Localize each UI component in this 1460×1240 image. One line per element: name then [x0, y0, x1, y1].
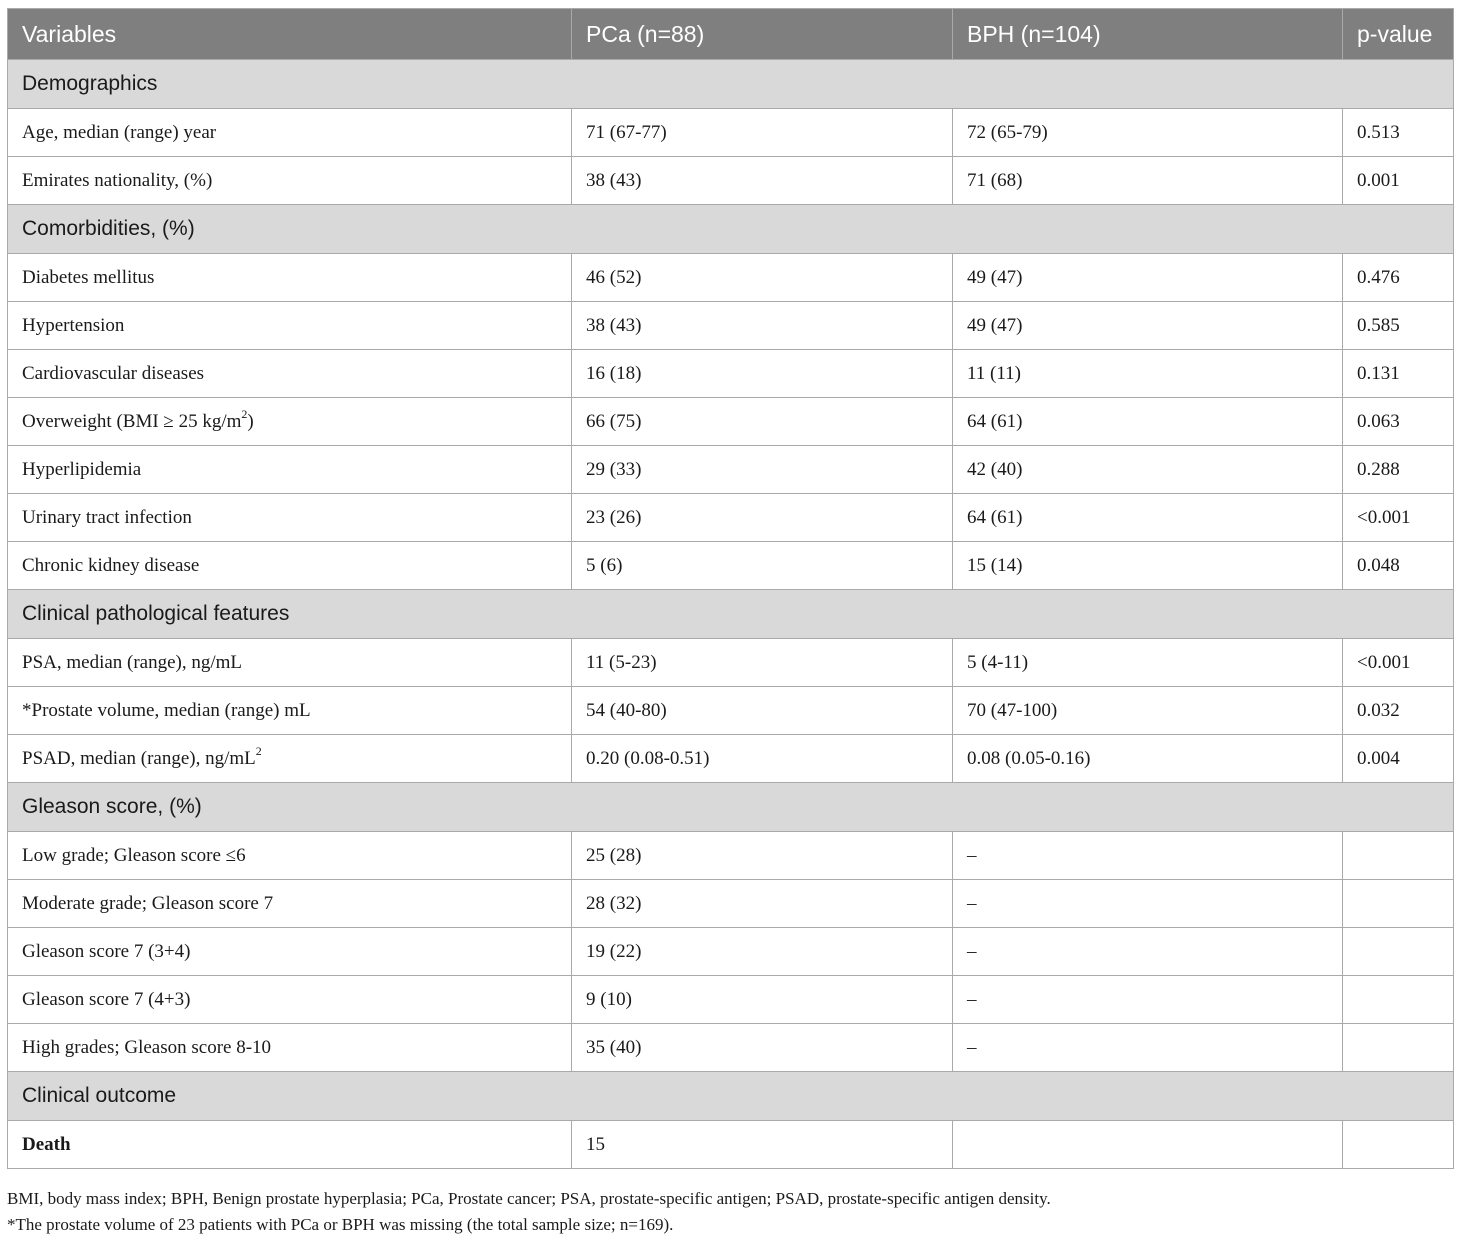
cell-bph: 5 (4-11) — [953, 639, 1343, 687]
header-p-value: p-value — [1343, 9, 1454, 60]
cell-p-value — [1343, 1121, 1454, 1169]
cell-variable — [8, 735, 572, 783]
superscript: 2 — [255, 744, 262, 759]
variable-suffix: ) — [247, 410, 254, 432]
table-row — [8, 350, 1454, 398]
table-row — [8, 687, 1454, 735]
cell-variable — [8, 302, 572, 350]
variable-label: Gleason score 7 (3+4) — [22, 940, 191, 962]
cell-variable — [8, 157, 572, 205]
cell-pca: 19 (22) — [572, 928, 953, 976]
cell-p-value: 0.063 — [1343, 398, 1454, 446]
cell-bph: 72 (65-79) — [953, 109, 1343, 157]
cell-bph: 70 (47-100) — [953, 687, 1343, 735]
variable-label: Low grade; Gleason score ≤6 — [22, 844, 246, 866]
header-row — [8, 9, 1454, 60]
cell-bph: 15 (14) — [953, 542, 1343, 590]
table-footnotes — [7, 1186, 1453, 1238]
cell-p-value — [1343, 832, 1454, 880]
cell-pca: 54 (40-80) — [572, 687, 953, 735]
cell-p-value: 0.476 — [1343, 254, 1454, 302]
cell-pca: 16 (18) — [572, 350, 953, 398]
table-row — [8, 157, 1454, 205]
section-title: Clinical pathological features — [8, 590, 1454, 639]
cell-p-value: 0.131 — [1343, 350, 1454, 398]
variable-label: Chronic kidney disease — [22, 554, 200, 576]
cell-pca: 9 (10) — [572, 976, 953, 1024]
cell-variable — [8, 976, 572, 1024]
cell-pca: 25 (28) — [572, 832, 953, 880]
variable-label: PSA, median (range), ng/mL — [22, 651, 243, 673]
section-title: Gleason score, (%) — [8, 783, 1454, 832]
characteristics-table — [7, 8, 1454, 1169]
cell-pca: 38 (43) — [572, 157, 953, 205]
table-row — [8, 1024, 1454, 1072]
variable-label: Urinary tract infection — [22, 506, 192, 528]
variable-label: Hyperlipidemia — [22, 458, 142, 480]
cell-bph: 64 (61) — [953, 494, 1343, 542]
cell-pca: 29 (33) — [572, 446, 953, 494]
cell-pca: 35 (40) — [572, 1024, 953, 1072]
variable-label: Diabetes mellitus — [22, 266, 155, 288]
section-row — [8, 1072, 1454, 1121]
cell-pca: 28 (32) — [572, 880, 953, 928]
section-title: Clinical outcome — [8, 1072, 1454, 1121]
cell-bph: 49 (47) — [953, 302, 1343, 350]
cell-variable — [8, 687, 572, 735]
cell-variable — [8, 928, 572, 976]
cell-variable — [8, 350, 572, 398]
table-row — [8, 494, 1454, 542]
cell-variable — [8, 880, 572, 928]
cell-p-value — [1343, 1024, 1454, 1072]
header-bph: BPH (n=104) — [953, 9, 1343, 60]
cell-pca: 38 (43) — [572, 302, 953, 350]
cell-bph: 49 (47) — [953, 254, 1343, 302]
cell-variable — [8, 109, 572, 157]
table-row — [8, 109, 1454, 157]
table-row — [8, 1121, 1454, 1169]
cell-variable — [8, 494, 572, 542]
variable-label: Overweight (BMI ≥ 25 kg/m — [22, 410, 242, 432]
cell-pca: 15 — [572, 1121, 953, 1169]
header-pca: PCa (n=88) — [572, 9, 953, 60]
cell-p-value: 0.513 — [1343, 109, 1454, 157]
variable-label: Moderate grade; Gleason score 7 — [22, 892, 274, 914]
footnote-missing-volume: *The prostate volume of 23 patients with PCa or BPH was missing (the total sample size; n=169). — [7, 1215, 674, 1234]
cell-bph: 11 (11) — [953, 350, 1343, 398]
cell-bph: – — [953, 976, 1343, 1024]
section-title: Comorbidities, (%) — [8, 205, 1454, 254]
cell-variable — [8, 639, 572, 687]
cell-bph: 42 (40) — [953, 446, 1343, 494]
cell-bph: 64 (61) — [953, 398, 1343, 446]
cell-pca: 11 (5-23) — [572, 639, 953, 687]
cell-variable — [8, 832, 572, 880]
cell-bph: – — [953, 832, 1343, 880]
table-row — [8, 302, 1454, 350]
cell-p-value: 0.004 — [1343, 735, 1454, 783]
footnote-abbreviations: BMI, body mass index; BPH, Benign prostate hyperplasia; PCa, Prostate cancer; PSA, prostate-specific antigen; PSAD, prostate-specific antigen density. — [7, 1189, 1051, 1208]
variable-label: Emirates nationality, (%) — [22, 169, 213, 191]
cell-bph: – — [953, 1024, 1343, 1072]
cell-pca: 66 (75) — [572, 398, 953, 446]
cell-variable — [8, 446, 572, 494]
section-row — [8, 60, 1454, 109]
table-row — [8, 832, 1454, 880]
cell-p-value — [1343, 976, 1454, 1024]
section-row — [8, 590, 1454, 639]
table-row — [8, 735, 1454, 783]
cell-pca: 46 (52) — [572, 254, 953, 302]
data-table-container — [7, 8, 1453, 1169]
variable-label: Age, median (range) year — [22, 121, 217, 143]
cell-pca: 5 (6) — [572, 542, 953, 590]
table-row — [8, 880, 1454, 928]
variable-label: Cardiovascular diseases — [22, 362, 205, 384]
cell-bph: – — [953, 880, 1343, 928]
cell-p-value — [1343, 880, 1454, 928]
cell-p-value: <0.001 — [1343, 639, 1454, 687]
cell-variable — [8, 542, 572, 590]
table-row — [8, 446, 1454, 494]
table-row — [8, 542, 1454, 590]
cell-p-value: 0.001 — [1343, 157, 1454, 205]
table-row — [8, 976, 1454, 1024]
cell-p-value: 0.032 — [1343, 687, 1454, 735]
variable-label: *Prostate volume, median (range) mL — [22, 699, 311, 721]
table-body — [8, 60, 1454, 1169]
section-row — [8, 205, 1454, 254]
cell-p-value — [1343, 928, 1454, 976]
cell-bph: 71 (68) — [953, 157, 1343, 205]
cell-pca: 71 (67-77) — [572, 109, 953, 157]
cell-pca: 0.20 (0.08-0.51) — [572, 735, 953, 783]
section-title: Demographics — [8, 60, 1454, 109]
variable-label: Hypertension — [22, 314, 125, 336]
cell-pca: 23 (26) — [572, 494, 953, 542]
table-row — [8, 639, 1454, 687]
cell-p-value: 0.288 — [1343, 446, 1454, 494]
cell-bph: – — [953, 928, 1343, 976]
cell-variable — [8, 254, 572, 302]
superscript: 2 — [241, 407, 248, 422]
variable-label: High grades; Gleason score 8-10 — [22, 1036, 272, 1058]
table-row — [8, 398, 1454, 446]
cell-variable — [8, 398, 572, 446]
variable-label: Gleason score 7 (4+3) — [22, 988, 191, 1010]
variable-label: PSAD, median (range), ng/mL — [22, 747, 256, 769]
variable-label: Death — [22, 1133, 71, 1155]
cell-p-value: 0.585 — [1343, 302, 1454, 350]
table-row — [8, 928, 1454, 976]
table-header — [8, 9, 1454, 60]
cell-variable — [8, 1121, 572, 1169]
section-row — [8, 783, 1454, 832]
header-variables: Variables — [8, 9, 572, 60]
cell-variable — [8, 1024, 572, 1072]
cell-bph: 0.08 (0.05-0.16) — [953, 735, 1343, 783]
cell-p-value: 0.048 — [1343, 542, 1454, 590]
cell-p-value: <0.001 — [1343, 494, 1454, 542]
cell-bph — [953, 1121, 1343, 1169]
table-row — [8, 254, 1454, 302]
